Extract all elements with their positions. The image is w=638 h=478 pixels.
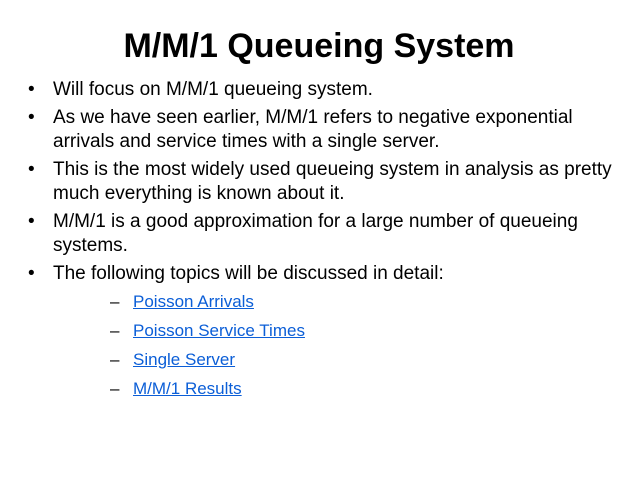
topic-item [53, 349, 616, 370]
topic-link-mm1-results[interactable]: M/M/1 Results [133, 379, 242, 398]
bullet-item [0, 78, 638, 102]
topic-list [53, 291, 616, 399]
topic-item [53, 320, 616, 341]
topic-link-poisson-service-times[interactable]: Poisson Service Times [133, 321, 305, 340]
dash-marker: – [110, 379, 120, 398]
topic-link-single-server[interactable]: Single Server [133, 350, 236, 369]
bullet-item [0, 106, 638, 154]
bullet-marker: • [28, 79, 35, 100]
bullet-marker: • [28, 159, 35, 180]
bullet-text: Will focus on M/M/1 queueing system. [53, 79, 373, 100]
dash-marker: – [110, 321, 120, 340]
topic-link-poisson-arrivals[interactable]: Poisson Arrivals [133, 292, 254, 311]
bullet-text: This is the most widely used queueing system in analysis as pretty much everything is known about it. [53, 159, 612, 204]
bullet-item [0, 262, 638, 399]
topic-item [53, 291, 616, 312]
bullet-list [0, 78, 638, 407]
bullet-text: The following topics will be discussed in detail: [53, 263, 444, 284]
bullet-item [0, 210, 638, 258]
topic-item [53, 378, 616, 399]
bullet-marker: • [28, 107, 35, 128]
dash-marker: – [110, 350, 120, 369]
dash-marker: – [110, 292, 120, 311]
bullet-marker: • [28, 211, 35, 232]
bullet-marker: • [28, 263, 35, 284]
bullet-item [0, 158, 638, 206]
bullet-text: M/M/1 is a good approximation for a large number of queueing systems. [53, 211, 578, 256]
bullet-text: As we have seen earlier, M/M/1 refers to negative exponential arrivals and service times with a single server. [53, 107, 573, 152]
slide-title: M/M/1 Queueing System [123, 27, 515, 65]
